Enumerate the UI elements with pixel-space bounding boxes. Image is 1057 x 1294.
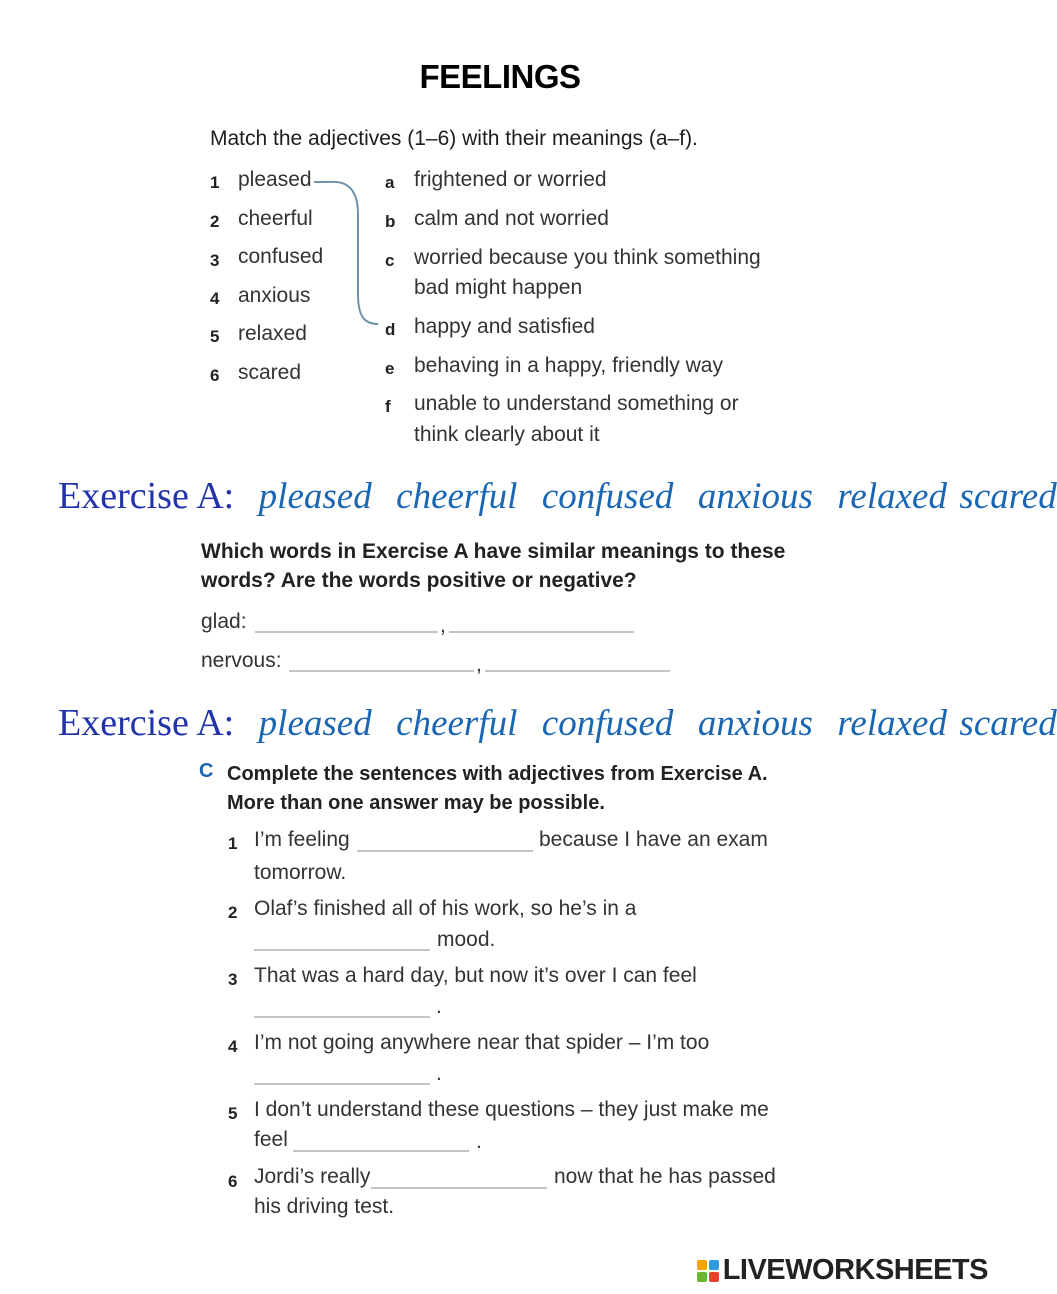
logo-square <box>697 1272 707 1282</box>
sentence-6-input[interactable] <box>371 1163 547 1189</box>
sentence-4-after: . <box>436 1062 442 1085</box>
exercise-label: Exercise A: <box>58 702 235 744</box>
glad-label: glad: <box>201 610 247 633</box>
adjective-number: 3 <box>210 251 220 270</box>
page-title: FEELINGS <box>419 58 581 95</box>
meaning-letter: a <box>385 173 395 192</box>
section-c-letter: C <box>199 760 214 782</box>
sentence-2-input[interactable] <box>254 925 430 951</box>
meaning-letter: b <box>385 212 396 231</box>
sentence-3-line1: That was a hard day, but now it’s over I can feel <box>254 964 697 987</box>
bank-word-cheerful: cheerful <box>396 703 518 744</box>
section-b-instruction-line1: Which words in Exercise A have similar meanings to these <box>201 540 786 563</box>
sentence-number: 1 <box>228 834 238 853</box>
logo-square <box>697 1260 707 1270</box>
nervous-answer-1-input[interactable] <box>289 646 474 672</box>
adjective-number: 4 <box>210 289 220 308</box>
sentence-5-after: . <box>476 1130 482 1153</box>
bank-word-anxious: anxious <box>697 476 813 517</box>
bank-word-scared: scared <box>959 703 1057 744</box>
sentence-1-line2: tomorrow. <box>254 861 347 884</box>
nervous-label: nervous: <box>201 649 282 672</box>
sentence-4-input[interactable] <box>254 1059 430 1085</box>
sentence-5-before: feel <box>254 1128 288 1151</box>
meaning-c[interactable]: worried because you think something <box>414 246 761 269</box>
sentence-3-input[interactable] <box>254 992 430 1018</box>
section-b-instruction-line2: words? Are the words positive or negative? <box>201 569 637 592</box>
adjective-number: 1 <box>210 173 220 192</box>
glad-answer-2-input[interactable] <box>449 607 634 633</box>
sentence-2-line1: Olaf’s finished all of his work, so he’s in a <box>254 897 637 920</box>
adjective-pleased[interactable]: pleased <box>238 168 312 191</box>
bank-word-scared: scared <box>959 476 1057 517</box>
adjective-number: 6 <box>210 366 220 385</box>
sentence-5-line1: I don’t understand these questions – they just make me <box>254 1098 769 1121</box>
exercise-label: Exercise A: <box>58 475 235 517</box>
sentence-1-after: because I have an exam <box>539 828 768 851</box>
bank-word-confused: confused <box>541 703 674 744</box>
sentence-number: 2 <box>228 903 238 922</box>
glad-answer-1-input[interactable] <box>255 607 438 633</box>
comma: , <box>440 614 446 637</box>
meaning-e[interactable]: behaving in a happy, friendly way <box>414 354 723 377</box>
comma: , <box>476 653 482 676</box>
adjective-anxious[interactable]: anxious <box>238 284 311 307</box>
sentence-number: 6 <box>228 1172 238 1191</box>
adjective-number: 5 <box>210 327 220 346</box>
sentence-6-after: now that he has passed <box>554 1165 776 1188</box>
meaning-letter: d <box>385 320 396 339</box>
adjective-confused[interactable]: confused <box>238 245 324 268</box>
sentence-number: 4 <box>228 1037 238 1056</box>
section-c-instruction-line2: More than one answer may be possible. <box>227 792 605 814</box>
adjective-number: 2 <box>210 212 220 231</box>
logo-text: LIVEWORKSHEETS <box>722 1254 988 1286</box>
logo-square <box>709 1272 719 1282</box>
bank-word-relaxed: relaxed <box>837 703 947 744</box>
liveworksheets-logo-icon <box>697 1260 719 1282</box>
liveworksheets-logo <box>697 1254 988 1287</box>
sentence-6-line2: his driving test. <box>254 1195 395 1218</box>
meaning-a[interactable]: frightened or worried <box>414 168 607 191</box>
meaning-letter: e <box>385 359 395 378</box>
sentence-number: 3 <box>228 970 238 989</box>
sentence-3-after: . <box>436 995 442 1018</box>
sentence-number: 5 <box>228 1104 238 1123</box>
meaning-letter: c <box>385 251 395 270</box>
adjective-relaxed[interactable]: relaxed <box>238 322 307 345</box>
meaning-c-line2: bad might happen <box>414 276 583 299</box>
bank-word-cheerful: cheerful <box>396 476 518 517</box>
adjective-cheerful[interactable]: cheerful <box>238 207 313 230</box>
bank-word-pleased: pleased <box>258 476 372 517</box>
exercise-word-bank-2 <box>58 701 1057 745</box>
meaning-f[interactable]: unable to understand something or <box>414 392 739 415</box>
adjective-scared[interactable]: scared <box>238 361 302 384</box>
sentence-2-after: mood. <box>437 928 496 951</box>
sentence-6-before: Jordi’s really <box>254 1165 371 1188</box>
sentence-5-input[interactable] <box>293 1126 469 1152</box>
sentence-1-input[interactable] <box>357 826 533 852</box>
sentence-4-line1: I’m not going anywhere near that spider – I’m too <box>254 1031 710 1054</box>
bank-word-anxious: anxious <box>697 703 813 744</box>
example-match-line <box>312 174 382 334</box>
meaning-d[interactable]: happy and satisfied <box>414 315 595 338</box>
bank-word-relaxed: relaxed <box>837 476 947 517</box>
meaning-f-line2: think clearly about it <box>414 423 600 446</box>
sentence-1-before: I’m feeling <box>254 828 350 851</box>
nervous-answer-2-input[interactable] <box>485 646 670 672</box>
bank-word-confused: confused <box>541 476 674 517</box>
logo-square <box>709 1260 719 1270</box>
section-a-instruction: Match the adjectives (1–6) with their meanings (a–f). <box>210 127 698 150</box>
bank-word-pleased: pleased <box>258 703 372 744</box>
meaning-b[interactable]: calm and not worried <box>414 207 609 230</box>
section-c-instruction-line1: Complete the sentences with adjectives from Exercise A. <box>227 763 768 785</box>
meaning-letter: f <box>385 397 391 416</box>
exercise-word-bank <box>58 474 1057 518</box>
